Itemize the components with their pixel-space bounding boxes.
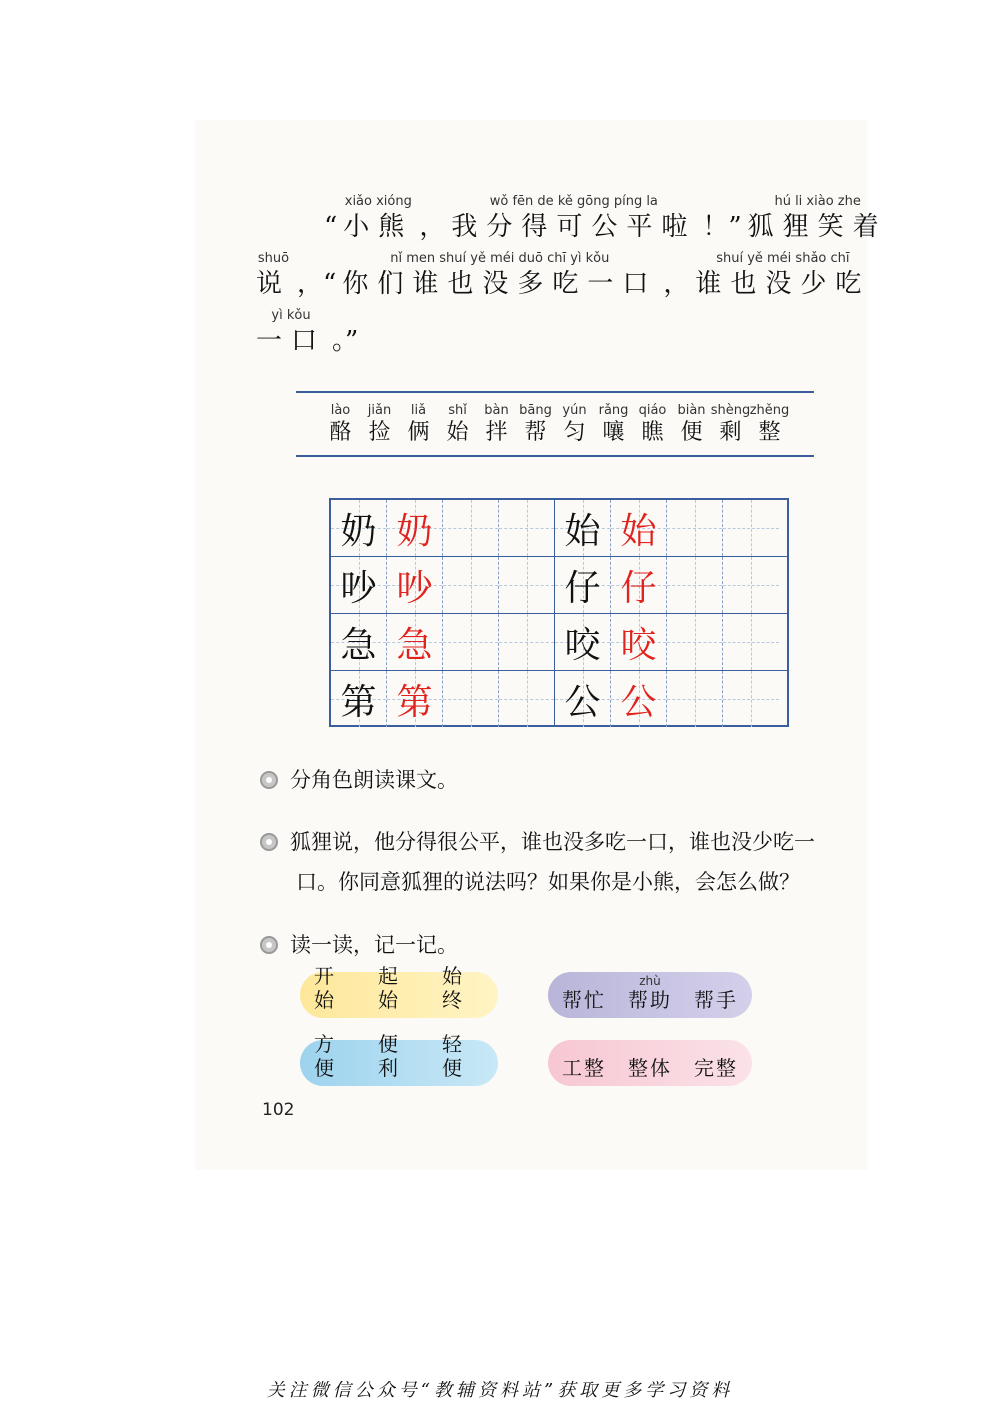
word-hanzi: 始终	[442, 964, 464, 1012]
trace-character	[387, 671, 443, 727]
exercise-2	[260, 822, 870, 902]
pinyin: xiǎo xióng	[344, 194, 412, 209]
ruby-segment	[451, 193, 696, 243]
model-character	[331, 500, 387, 556]
model-character	[331, 557, 387, 613]
vocab-character	[555, 402, 594, 446]
practice-cell	[667, 671, 723, 727]
vocab-pinyin: bàn	[484, 403, 509, 418]
vocab-pinyin: yún	[562, 403, 587, 418]
exercise-1	[260, 760, 870, 800]
practice-cell	[667, 557, 723, 613]
word-item	[562, 1042, 606, 1080]
trace-character-text: 急	[396, 624, 433, 666]
trace-character	[387, 500, 443, 556]
word-item	[562, 974, 606, 1012]
vocab-character	[711, 402, 750, 446]
practice-cell	[499, 671, 555, 727]
grid-row	[331, 613, 787, 670]
model-character-text: 奶	[340, 510, 377, 552]
vocab-hanzi: 嚷	[602, 420, 625, 445]
practice-cell	[443, 557, 499, 613]
practice-cell	[667, 500, 723, 556]
word-item	[378, 1018, 420, 1080]
vocab-pinyin: rǎng	[598, 403, 629, 418]
vocab-pinyin: liǎ	[410, 403, 427, 418]
pinyin: nǐ men shuí yě méi duō chī yì kǒu	[390, 251, 610, 266]
word-hanzi: 开始	[314, 964, 336, 1012]
vocab-character	[360, 402, 399, 446]
vocab-pinyin: shèng	[710, 403, 751, 418]
trace-character	[611, 614, 667, 670]
pinyin: yì kǒu	[271, 308, 311, 323]
practice-cell	[723, 500, 779, 556]
vocab-character	[477, 402, 516, 446]
vocab-character	[438, 402, 477, 446]
model-character	[555, 557, 611, 613]
word-hanzi: 帮助	[628, 988, 672, 1012]
exercise-2-text-line-1: 狐狸说，他分得很公平，谁也没多吃一口，谁也没少吃一	[290, 830, 815, 854]
exercise-bullet-icon	[260, 833, 278, 851]
ruby-segment	[695, 250, 870, 300]
trace-character-text: 吵	[396, 567, 433, 609]
vocab-hanzi: 剩	[719, 420, 742, 445]
trace-character	[387, 614, 443, 670]
word-hanzi: 完整	[694, 1056, 738, 1080]
word-item	[694, 974, 738, 1012]
word-item	[314, 1018, 356, 1080]
word-hanzi: 帮手	[694, 988, 738, 1012]
word-group-bangmang	[548, 972, 752, 1018]
trace-character-text: 始	[620, 510, 657, 552]
model-character-text: 咬	[564, 624, 601, 666]
grid-row	[331, 556, 787, 613]
vocab-hanzi: 瞧	[641, 420, 664, 445]
practice-cell	[499, 557, 555, 613]
vocab-pinyin: biàn	[677, 403, 706, 418]
ruby-segment	[748, 193, 888, 243]
punctuation: ，	[663, 269, 690, 299]
exercise-2-text-line-2: 口。你同意狐狸的说法吗？如果你是小熊，会怎么做？	[296, 870, 800, 894]
hanzi: 狐狸笑着	[747, 212, 888, 242]
word-group-gongzheng	[548, 1040, 752, 1086]
vocab-pinyin: qiáo	[638, 403, 667, 418]
page-number: 102	[262, 1100, 295, 1120]
passage-line-2	[256, 250, 870, 300]
punctuation: ！”	[702, 212, 742, 242]
pinyin: wǒ fēn de kě gōng píng la	[489, 194, 658, 209]
practice-cell	[723, 671, 779, 727]
model-character-text: 仔	[564, 567, 601, 609]
hanzi: 谁也没少吃	[695, 269, 871, 299]
punctuation: ，“	[297, 269, 337, 299]
vocab-hanzi: 匀	[563, 420, 586, 445]
vocab-pinyin: lào	[330, 403, 351, 418]
vocab-pinyin: jiǎn	[367, 403, 392, 418]
word-hanzi: 便利	[378, 1032, 400, 1080]
model-character-text: 吵	[340, 567, 377, 609]
vocab-hanzi: 酪	[329, 420, 352, 445]
word-pinyin: zhù	[639, 974, 661, 988]
vocab-hanzi: 整	[758, 420, 781, 445]
practice-cell	[723, 557, 779, 613]
vocab-pinyin: zhěng	[749, 403, 790, 418]
model-character	[555, 614, 611, 670]
ruby-segment	[342, 250, 657, 300]
practice-cell	[723, 614, 779, 670]
model-character-text: 始	[564, 510, 601, 552]
hanzi: 你们谁也没多吃一口	[342, 269, 658, 299]
pinyin: hú li xiào zhe	[774, 194, 861, 209]
hanzi: 我分得可公平啦	[451, 212, 697, 242]
exercise-bullet-icon	[260, 936, 278, 954]
trace-character	[611, 671, 667, 727]
practice-cell	[499, 614, 555, 670]
vocab-pinyin: shǐ	[448, 403, 467, 418]
word-item	[628, 974, 672, 1012]
grid-row	[331, 500, 787, 556]
vocab-pinyin: bāng	[519, 403, 552, 418]
vocab-character	[594, 402, 633, 446]
exercise-3-text: 读一读，记一记。	[290, 933, 458, 957]
model-character	[331, 671, 387, 727]
hanzi: 说	[256, 269, 292, 299]
practice-cell	[443, 671, 499, 727]
model-character-text: 第	[340, 681, 377, 723]
exercise-bullet-icon	[260, 771, 278, 789]
word-hanzi: 轻便	[442, 1032, 464, 1080]
vocab-hanzi: 捡	[368, 420, 391, 445]
writing-grid	[329, 498, 789, 727]
trace-character-text: 奶	[396, 510, 433, 552]
passage-line-3	[256, 307, 364, 357]
vocab-character	[633, 402, 672, 446]
model-character-text: 公	[564, 681, 601, 723]
practice-cell	[499, 500, 555, 556]
punctuation: ，	[419, 212, 446, 242]
model-character-text: 急	[340, 624, 377, 666]
exercise-1-text: 分角色朗读课文。	[290, 768, 458, 792]
vocab-character	[750, 402, 789, 446]
practice-cell	[443, 614, 499, 670]
pinyin: shuō	[257, 251, 290, 266]
vocab-hanzi: 帮	[524, 420, 547, 445]
trace-character	[387, 557, 443, 613]
word-hanzi: 方便	[314, 1032, 336, 1080]
vocab-character	[672, 402, 711, 446]
practice-cell	[667, 614, 723, 670]
ruby-segment	[256, 307, 326, 357]
footer-note: 关注微信公众号“教辅资料站”获取更多学习资料	[266, 1380, 734, 1401]
model-character	[555, 500, 611, 556]
model-character	[555, 671, 611, 727]
vocab-hanzi: 拌	[485, 420, 508, 445]
grid-row	[331, 670, 787, 727]
trace-character-text: 仔	[620, 567, 657, 609]
word-hanzi: 工整	[562, 1056, 606, 1080]
trace-character-text: 咬	[620, 624, 657, 666]
hanzi: 一口	[256, 326, 327, 356]
passage-line-1	[318, 193, 888, 243]
punctuation: 。”	[332, 326, 359, 356]
punctuation: “	[324, 212, 338, 242]
word-hanzi: 帮忙	[562, 988, 606, 1012]
ruby-segment	[256, 250, 291, 300]
new-characters-list	[296, 391, 814, 457]
practice-cell	[443, 500, 499, 556]
word-hanzi: 整体	[628, 1056, 672, 1080]
word-group-kaishi	[300, 964, 498, 1018]
trace-character	[611, 500, 667, 556]
trace-character-text: 第	[396, 681, 433, 723]
word-item	[694, 1042, 738, 1080]
ruby-segment	[343, 193, 413, 243]
hanzi: 小熊	[343, 212, 414, 242]
word-item	[442, 1018, 484, 1080]
vocab-hanzi: 便	[680, 420, 703, 445]
vocab-character	[399, 402, 438, 446]
trace-character	[611, 557, 667, 613]
word-item	[442, 950, 484, 1012]
word-hanzi: 起始	[378, 964, 400, 1012]
model-character	[331, 614, 387, 670]
pinyin: shuí yě méi shǎo chī	[716, 251, 850, 266]
vocab-character	[516, 402, 555, 446]
word-group-fangbian	[300, 1032, 498, 1086]
trace-character-text: 公	[620, 681, 657, 723]
vocab-character	[321, 402, 360, 446]
word-item	[628, 1042, 672, 1080]
word-item	[378, 950, 420, 1012]
word-item	[314, 950, 356, 1012]
vocab-hanzi: 始	[446, 420, 469, 445]
vocab-hanzi: 俩	[407, 420, 430, 445]
